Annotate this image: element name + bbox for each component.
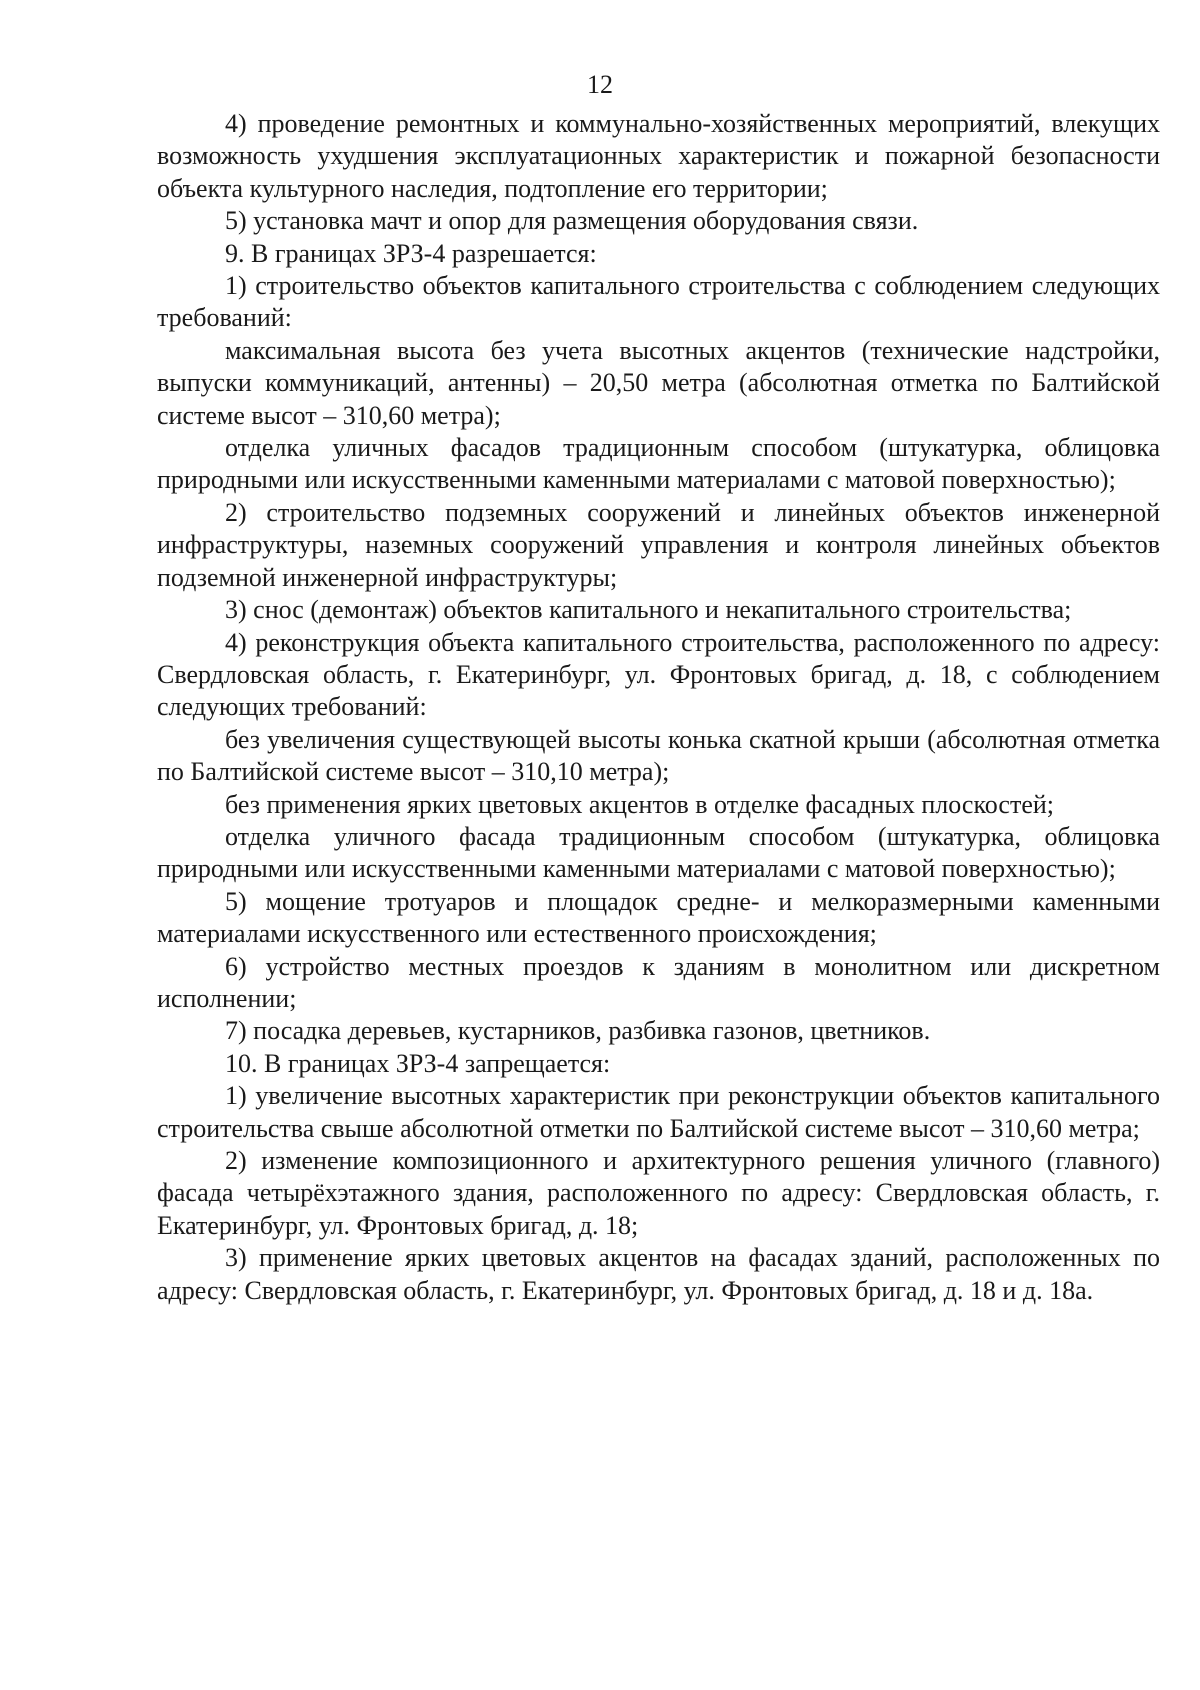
paragraph: отделка уличного фасада традиционным способом (штукатурка, облицовка природными или искусственными каменными материалами с матовой поверхностью); [157,821,1160,884]
paragraph: максимальная высота без учета высотных акцентов (технические надстройки, выпуски коммуникаций, антенны) – 20,50 метра (абсолютная отметка по Балтийской системе высот – 310,60 метра); [157,335,1160,430]
paragraph: 5) установка мачт и опор для размещения оборудования связи. [225,206,919,236]
paragraph: 4) реконструкция объекта капитального строительства, расположенного по адресу: Свердловская область, г. Екатеринбург, ул. Фронтовых бригад, д. 18, с соблюдением следующих требований: [157,627,1160,722]
paragraph: без увеличения существующей высоты конька скатной крыши (абсолютная отметка по Балтийской системе высот – 310,10 метра); [157,724,1160,787]
section-heading: 10. В границах ЗРЗ-4 запрещается: [225,1048,611,1078]
paragraph: без применения ярких цветовых акцентов в отделке фасадных плоскостей; [225,789,1054,819]
paragraph: 3) применение ярких цветовых акцентов на фасадах зданий, расположенных по адресу: Свердловская область, г. Екатеринбург, ул. Фронтовых бригад, д. 18 и д. 18а. [157,1243,1160,1305]
paragraph: 1) увеличение высотных характеристик при реконструкции объектов капитального строительства свыше абсолютной отметки по Балтийской системе высот – 310,60 метра; [157,1081,1160,1143]
paragraph: 4) проведение ремонтных и коммунально-хозяйственных мероприятий, влекущих возможность ухудшения эксплуатационных характеристик и пожарной безопасности объекта культурного наследия, подтопление его территории; [157,109,1160,203]
paragraph: 6) устройство местных проездов к зданиям в монолитном или дискретном исполнении; [157,951,1160,1013]
paragraph: 5) мощение тротуаров и площадок средне- и мелкоразмерными каменными материалами искусственного или естественного происхождения; [157,886,1160,949]
section-heading: 9. В границах ЗРЗ-4 разрешается: [225,238,597,268]
paragraph: 2) строительство подземных сооружений и линейных объектов инженерной инфраструктуры, наземных сооружений управления и контроля линейных объектов подземной инженерной инфраструктуры; [157,497,1160,592]
paragraph: отделка уличных фасадов традиционным способом (штукатурка, облицовка природными или искусственными каменными материалами с матовой поверхностью); [157,433,1160,495]
page-number: 12 [587,70,613,99]
paragraph: 1) строительство объектов капитального строительства с соблюдением следующих требований: [157,271,1160,333]
paragraph: 2) изменение композиционного и архитектурного решения уличного (главного) фасада четырёхэтажного здания, расположенного по адресу: Свердловская область, г. Екатеринбург, ул. Фронтовых бригад, д. 18; [157,1146,1160,1240]
paragraph: 7) посадка деревьев, кустарников, разбивка газонов, цветников. [225,1016,931,1046]
paragraph: 3) снос (демонтаж) объектов капитального и некапитального строительства; [225,595,1072,625]
document-body [157,108,1160,1307]
